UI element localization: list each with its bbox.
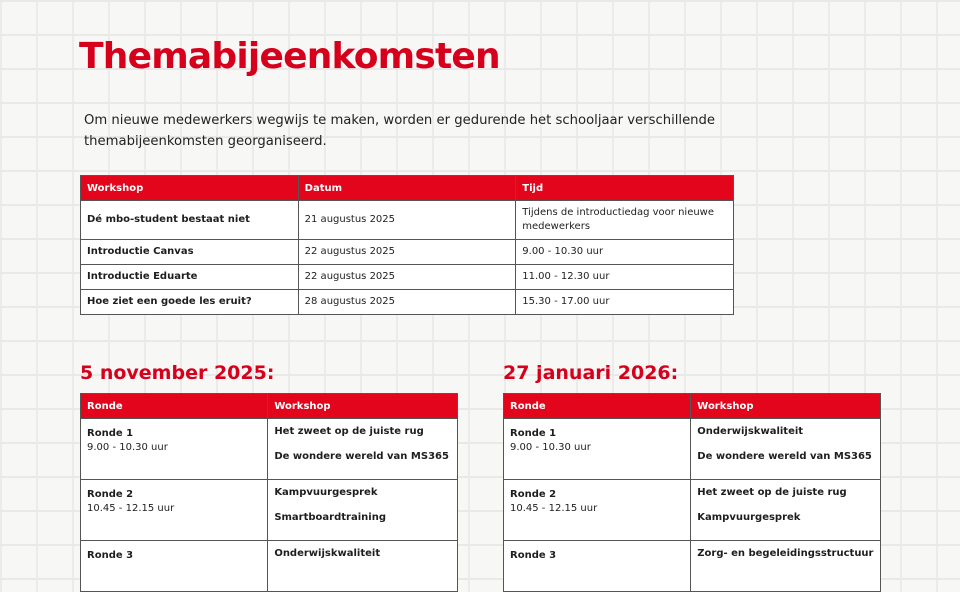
ronde-cell <box>504 541 691 592</box>
workshop-name: Het zweet op de juiste rug <box>274 426 424 437</box>
datum-cell: 22 augustus 2025 <box>298 265 516 290</box>
november-ronde-table <box>80 393 458 592</box>
ronde-time: 10.45 - 12.15 uur <box>510 503 598 514</box>
table-row <box>81 419 458 480</box>
workshop-name: Onderwijskwaliteit <box>274 548 381 559</box>
datum-cell: 21 augustus 2025 <box>298 201 516 240</box>
table-header-row <box>81 394 458 419</box>
ronde-label: Ronde 3 <box>87 550 134 561</box>
ronde-cell <box>504 480 691 541</box>
table-row <box>81 480 458 541</box>
workshop-name: Het zweet op de juiste rug <box>697 487 847 498</box>
ronde-cell <box>504 419 691 480</box>
workshop-cell <box>691 480 881 541</box>
table-row <box>504 419 881 480</box>
ronde-time: 10.45 - 12.15 uur <box>87 503 175 514</box>
column-header-workshop: Workshop <box>691 394 881 419</box>
workshop-cell: Introductie Canvas <box>81 240 299 265</box>
intro-text: Om nieuwe medewerkers wegwijs te maken, worden er gedurende het schooljaar verschillende themabijeenkomsten georganiseerd. <box>84 113 716 149</box>
column-header-workshop: Workshop <box>81 176 299 201</box>
table-header-row <box>81 176 734 201</box>
workshop-name: Onderwijskwaliteit <box>697 426 804 437</box>
workshop-cell <box>268 541 458 592</box>
ronde-label: Ronde 2 <box>87 489 134 500</box>
workshop-name: De wondere wereld van MS365 <box>697 451 872 462</box>
table-row <box>504 541 881 592</box>
januari-heading: 27 januari 2026: <box>503 362 679 384</box>
workshop-schedule-table <box>80 175 734 315</box>
januari-ronde-table <box>503 393 881 592</box>
workshop-cell <box>691 419 881 480</box>
workshop-name: De wondere wereld van MS365 <box>274 451 449 462</box>
workshop-name: Zorg- en begeleidingsstructuur <box>697 548 874 559</box>
ronde-cell <box>81 541 268 592</box>
ronde-cell <box>81 419 268 480</box>
page-title: Themabijeenkomsten <box>79 36 500 77</box>
tijd-cell: Tijdens de introductiedag voor nieuwe medewerkers <box>516 201 734 240</box>
ronde-label: Ronde 1 <box>87 428 134 439</box>
column-header-ronde: Ronde <box>81 394 268 419</box>
ronde-time: 9.00 - 10.30 uur <box>87 442 168 453</box>
table-header-row <box>504 394 881 419</box>
ronde-label: Ronde 3 <box>510 550 557 561</box>
table-row <box>81 265 734 290</box>
workshop-cell <box>268 480 458 541</box>
workshop-name: Kampvuurgesprek <box>274 487 378 498</box>
column-header-datum: Datum <box>298 176 516 201</box>
column-header-ronde: Ronde <box>504 394 691 419</box>
tijd-cell: 15.30 - 17.00 uur <box>516 290 734 315</box>
ronde-cell <box>81 480 268 541</box>
ronde-label: Ronde 1 <box>510 428 557 439</box>
datum-cell: 22 augustus 2025 <box>298 240 516 265</box>
workshop-name: Kampvuurgesprek <box>697 512 801 523</box>
ronde-label: Ronde 2 <box>510 489 557 500</box>
workshop-cell <box>268 419 458 480</box>
tijd-cell: 9.00 - 10.30 uur <box>516 240 734 265</box>
column-header-tijd: Tijd <box>516 176 734 201</box>
tijd-cell: 11.00 - 12.30 uur <box>516 265 734 290</box>
ronde-time: 9.00 - 10.30 uur <box>510 442 591 453</box>
table-row <box>504 480 881 541</box>
workshop-cell: Dé mbo-student bestaat niet <box>81 201 299 240</box>
november-heading: 5 november 2025: <box>80 362 275 384</box>
table-row <box>81 240 734 265</box>
workshop-cell: Hoe ziet een goede les eruit? <box>81 290 299 315</box>
workshop-cell: Introductie Eduarte <box>81 265 299 290</box>
table-row <box>81 201 734 240</box>
table-row <box>81 541 458 592</box>
table-row <box>81 290 734 315</box>
datum-cell: 28 augustus 2025 <box>298 290 516 315</box>
column-header-workshop: Workshop <box>268 394 458 419</box>
workshop-cell <box>691 541 881 592</box>
workshop-name: Smartboardtraining <box>274 512 386 523</box>
